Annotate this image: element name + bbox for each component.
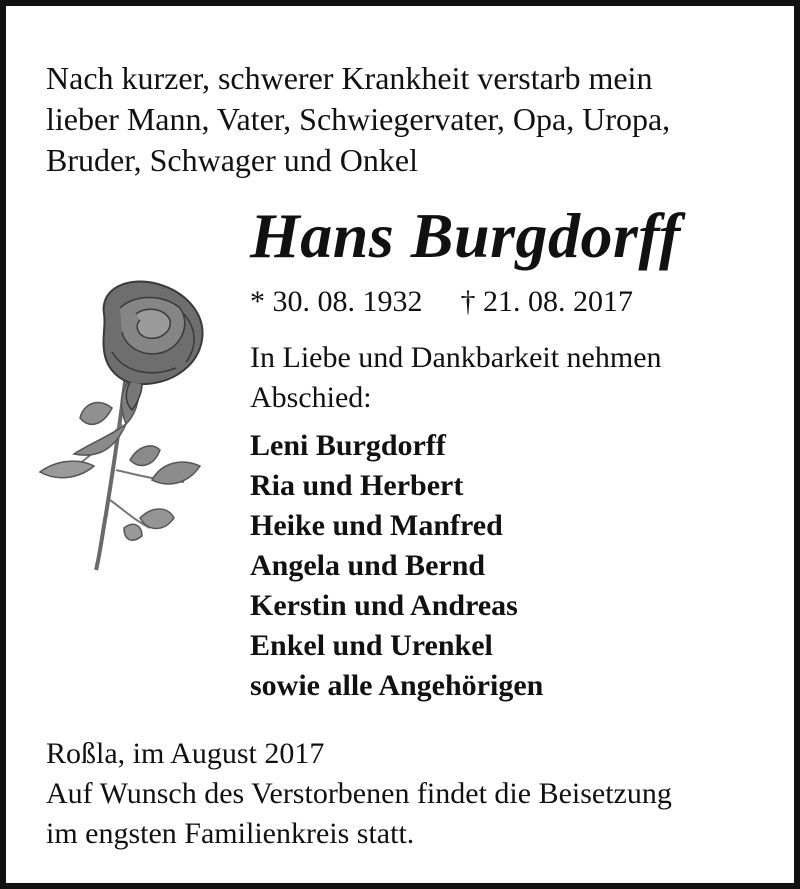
mourner-name: Angela und Bernd — [250, 549, 486, 582]
mourner-name: Kerstin und Andreas — [250, 589, 518, 622]
rose-icon — [34, 274, 224, 574]
intro-text — [46, 58, 766, 181]
farewell-line: In Liebe und Dankbarkeit nehmen — [250, 341, 662, 374]
place-date: Roßla, im August 2017 — [46, 737, 325, 770]
mourner-name: Heike und Manfred — [250, 509, 503, 542]
closing-line: im engsten Familienkreis statt. — [46, 817, 415, 850]
intro-line: Nach kurzer, schwerer Krankheit verstarb mein — [46, 60, 653, 96]
farewell-line: Abschied: — [250, 381, 372, 414]
mourner-name: Enkel und Urenkel — [250, 629, 493, 662]
intro-line: lieber Mann, Vater, Schwiegervater, Opa, Uropa, — [46, 101, 671, 137]
life-dates — [250, 282, 633, 322]
farewell-text — [250, 338, 662, 418]
mourner-name: Ria und Herbert — [250, 469, 464, 502]
closing-text — [46, 734, 672, 854]
mourner-name: sowie alle Angehörigen — [250, 669, 544, 702]
birth-date: * 30. 08. 1932 — [250, 285, 423, 318]
closing-line: Auf Wunsch des Verstorbenen findet die Beisetzung — [46, 777, 672, 810]
mourners-list — [250, 426, 543, 706]
intro-line: Bruder, Schwager und Onkel — [46, 142, 418, 178]
death-date: † 21. 08. 2017 — [460, 285, 633, 318]
mourner-name: Leni Burgdorff — [250, 429, 446, 462]
deceased-name: Hans Burgdorff — [250, 200, 681, 271]
